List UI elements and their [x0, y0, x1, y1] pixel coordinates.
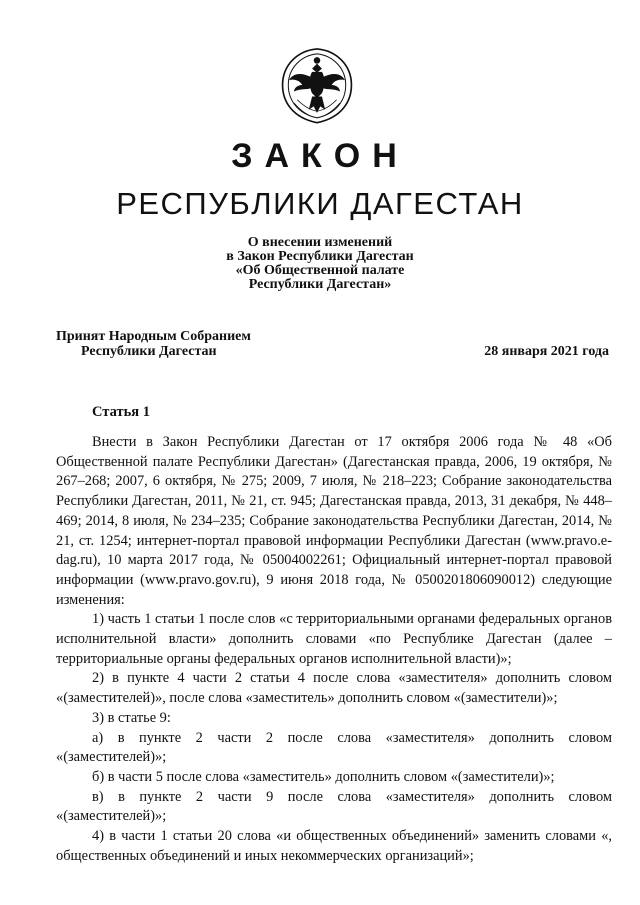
- article-paragraph: б) в части 5 после слова «заместитель» дополнить словом «(заместители)»;: [92, 768, 555, 785]
- subtitle-line: в Закон Республики Дагестан: [226, 249, 414, 264]
- article-paragraph: 3) в статье 9:: [92, 709, 171, 726]
- article-body: [56, 433, 612, 866]
- adoption-line: Принят Народным Собранием: [56, 329, 251, 344]
- coat-of-arms-icon: [276, 44, 358, 126]
- law-title: ЗАКОН: [231, 137, 409, 175]
- republic-title: РЕСПУБЛИКИ ДАГЕСТАН: [116, 186, 524, 221]
- subtitle-line: О внесении изменений: [247, 235, 393, 250]
- subtitle-line: Республики Дагестан»: [248, 277, 392, 292]
- adoption-date: 28 января 2021 года: [484, 344, 609, 359]
- article-paragraph: а) в пункте 2 части 2 после слова «заместителя» дополнить словом «(заместителей)»;: [56, 729, 612, 766]
- article-heading: Статья 1: [92, 404, 150, 420]
- subtitle-line: «Об Общественной палате: [235, 263, 405, 278]
- article-paragraph: 2) в пункте 4 части 2 статьи 4 после слова «заместителя» дополнить словом «(заместителей)», после слова «заместитель» дополнить словом «(заместители)»;: [56, 670, 612, 707]
- law-subtitle: [0, 236, 640, 292]
- article-paragraph: 4) в части 1 статьи 20 слова «и общественных объединений» заменить словами «, общественных объединений и иных некоммерческих организаций»;: [56, 828, 612, 864]
- adoption-note: [56, 329, 251, 359]
- adoption-line: Республики Дагестан: [81, 344, 217, 359]
- article-paragraph: 1) часть 1 статьи 1 после слов «с территориальными органами федеральных органов исполнительной власти» дополнить словами «по Республике Дагестан (далее – территориальные органы федеральных органов исполнительной власти)»;: [56, 611, 612, 667]
- article-paragraph: в) в пункте 2 части 9 после слова «заместителя» дополнить словом «(заместителей)»;: [56, 788, 612, 825]
- article-paragraph: Внести в Закон Республики Дагестан от 17 октября 2006 года № 48 «Об Общественной палате Республики Дагестан» (Дагестанская правда, 2006, 19 октября, № 267–268; 2007, 6 октября, № 275; 2009, 7 июля, № 218–223; Собрание законодательства Республики Дагестан, 2011, № 21, ст. 945; Дагестанская правда, 2013, 31 декабря, № 448–469; 2014, 8 июля, № 234–235; Собрание законодательства Республики Дагестан, 2014, № 21, ст. 1254; интернет-портал правовой информации Республики Дагестан (www.pravo.e-dag.ru), 10 марта 2017 года, № 05004002261; Официальный интернет-портал правовой информации (www.pravo.gov.ru), 9 июня 2018 года, № 0500201806090012) следующие изменения:: [56, 434, 612, 608]
